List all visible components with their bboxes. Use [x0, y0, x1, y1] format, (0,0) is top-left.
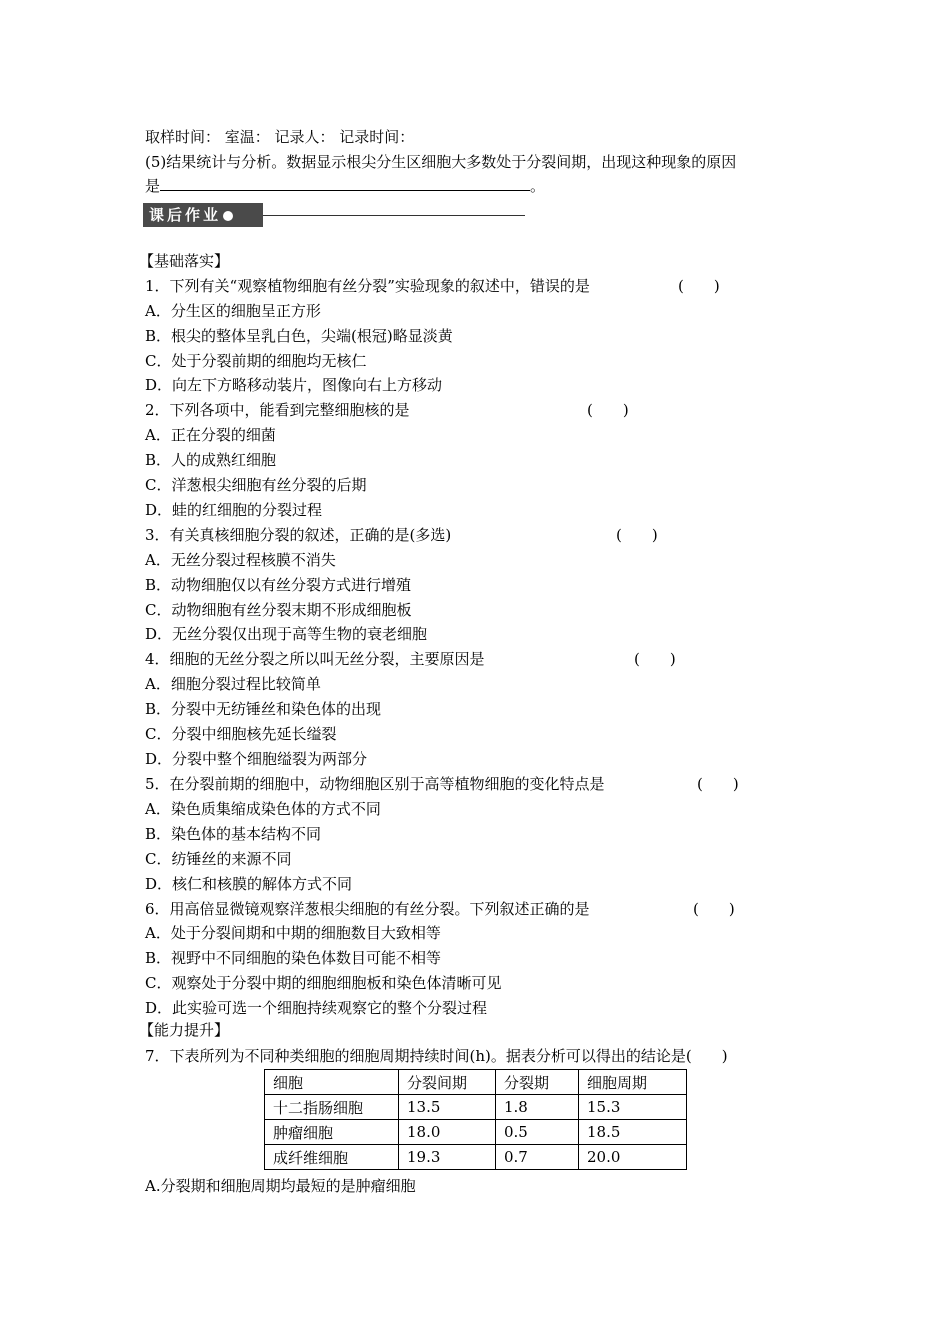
q5-prefix: 是: [145, 177, 161, 195]
answer-blank[interactable]: [160, 176, 530, 191]
answer-paren: ( ): [634, 650, 676, 668]
section-basic-title: 【基础落实】: [139, 252, 230, 270]
table-cell: 十二指肠细胞: [265, 1095, 399, 1120]
table-cell: 19.3: [399, 1145, 496, 1170]
question-stem: 7．下表所列为不同种类细胞的细胞周期持续时间(h)。据表分析可以得出的结论是( ): [145, 1047, 728, 1065]
table-cell: 肿瘤细胞: [265, 1120, 399, 1145]
question-stem: 5．在分裂前期的细胞中，动物细胞区别于高等植物细胞的变化特点是: [145, 775, 605, 793]
option-a: A．细胞分裂过程比较简单: [145, 675, 321, 693]
table-header: 分裂间期: [399, 1070, 496, 1095]
table-header: 细胞周期: [579, 1070, 687, 1095]
table-row: [265, 1120, 687, 1145]
option-d: D．核仁和核膜的解体方式不同: [145, 875, 353, 893]
question-stem: 2．下列各项中，能看到完整细胞核的是: [145, 401, 410, 419]
option-c: C．纺锤丝的来源不同: [145, 850, 292, 868]
option-c: C．处于分裂前期的细胞均无核仁: [145, 352, 367, 370]
option-d: D．分裂中整个细胞缢裂为两部分: [145, 750, 368, 768]
q5-text: (5)结果统计与分析。数据显示根尖分生区细胞大多数处于分裂间期，出现这种现象的原因: [145, 153, 737, 171]
table-header-row: [265, 1070, 687, 1095]
option-a: A.分裂期和细胞周期均最短的是肿瘤细胞: [145, 1177, 416, 1195]
option-d: D．无丝分裂仅出现于高等生物的衰老细胞: [145, 625, 428, 643]
homework-banner: [143, 203, 263, 227]
q5-suffix: 。: [530, 177, 546, 195]
question-stem: 4．细胞的无丝分裂之所以叫无丝分裂，主要原因是: [145, 650, 485, 668]
table-cell: 20.0: [579, 1145, 687, 1170]
question-stem: 3．有关真核细胞分裂的叙述，正确的是(多选): [145, 526, 452, 544]
option-a: A．无丝分裂过程核膜不消失: [145, 551, 336, 569]
table-cell: 18.5: [579, 1120, 687, 1145]
section-advanced-title: 【能力提升】: [139, 1021, 230, 1039]
option-d: D．向左下方略移动装片，图像向右上方移动: [145, 376, 443, 394]
table-cell: 1.8: [496, 1095, 579, 1120]
option-b: B．视野中不同细胞的染色体数目可能不相等: [145, 949, 442, 967]
option-c: C．分裂中细胞核先延长缢裂: [145, 725, 337, 743]
option-b: B．根尖的整体呈乳白色，尖端(根冠)略显淡黄: [145, 327, 453, 345]
banner-divider: [263, 215, 525, 216]
cell-cycle-table: [264, 1069, 687, 1170]
option-c: C．观察处于分裂中期的细胞细胞板和染色体清晰可见: [145, 974, 502, 992]
table-cell: 13.5: [399, 1095, 496, 1120]
question-stem: 1．下列有关“观察植物细胞有丝分裂”实验现象的叙述中，错误的是: [145, 277, 590, 295]
option-b: B．人的成熟红细胞: [145, 451, 277, 469]
table-row: [265, 1145, 687, 1170]
answer-paren: ( ): [616, 526, 658, 544]
option-a: A．染色质集缩成染色体的方式不同: [145, 800, 381, 818]
option-c: C．动物细胞有丝分裂末期不形成细胞板: [145, 601, 412, 619]
option-b: B．分裂中无纺锤丝和染色体的出现: [145, 700, 382, 718]
dot-icon: [223, 211, 233, 221]
table-cell: 成纤维细胞: [265, 1145, 399, 1170]
answer-paren: ( ): [693, 900, 735, 918]
table-row: [265, 1095, 687, 1120]
banner-title: 课后作业: [149, 206, 222, 224]
table-header: 分裂期: [496, 1070, 579, 1095]
table-cell: 18.0: [399, 1120, 496, 1145]
table-header: 细胞: [265, 1070, 399, 1095]
option-b: B．染色体的基本结构不同: [145, 825, 322, 843]
option-d: D．蛙的红细胞的分裂过程: [145, 501, 323, 519]
option-c: C．洋葱根尖细胞有丝分裂的后期: [145, 476, 367, 494]
option-a: A．分生区的细胞呈正方形: [145, 302, 321, 320]
question-stem: 6．用高倍显微镜观察洋葱根尖细胞的有丝分裂。下列叙述正确的是: [145, 900, 590, 918]
answer-paren: ( ): [587, 401, 629, 419]
option-b: B．动物细胞仅以有丝分裂方式进行增殖: [145, 576, 412, 594]
table-cell: 15.3: [579, 1095, 687, 1120]
table-cell: 0.5: [496, 1120, 579, 1145]
answer-paren: ( ): [678, 277, 720, 295]
option-d: D．此实验可选一个细胞持续观察它的整个分裂过程: [145, 999, 488, 1017]
option-a: A．正在分裂的细菌: [145, 426, 276, 444]
table-cell: 0.7: [496, 1145, 579, 1170]
q5-answer-line: [145, 176, 545, 196]
record-line: 取样时间： 室温： 记录人： 记录时间：: [145, 128, 415, 146]
answer-paren: ( ): [697, 775, 739, 793]
option-a: A．处于分裂间期和中期的细胞数目大致相等: [145, 924, 441, 942]
